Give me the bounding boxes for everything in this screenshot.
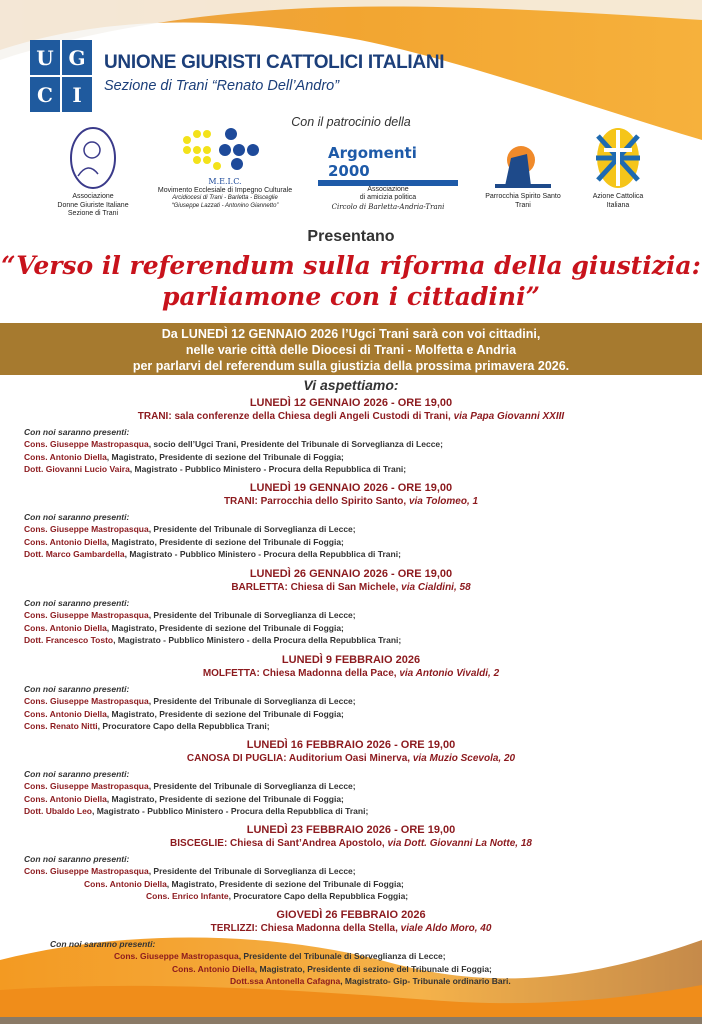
presenter-role: , Presidente del Tribunale di Sorveglianza di Lecce; <box>148 610 356 620</box>
presenter-role: , Presidente del Tribunale di Sorveglianza di Lecce; <box>148 866 356 876</box>
event-item <box>0 823 702 903</box>
church-logo-icon <box>491 142 555 190</box>
presenter <box>0 975 702 988</box>
ugci-logo <box>30 40 92 112</box>
band-line: per parlarvi del referendum sulla giustizia della prossima primavera 2026. <box>132 359 570 373</box>
presenter <box>0 890 702 903</box>
place-address: via Papa Giovanni XXIII <box>453 411 565 422</box>
place-name: TRANI: Parrocchia dello Spirito Santo, <box>223 496 407 507</box>
presenter <box>0 523 702 536</box>
event-item <box>0 481 702 561</box>
org-name: UNIONE GIURISTI CATTOLICI ITALIANI <box>104 52 445 73</box>
event-item <box>0 567 702 647</box>
presenter-role: , Procuratore Capo della Repubblica Foggia; <box>228 891 409 901</box>
sponsor-azione-cattolica <box>578 126 658 210</box>
presenter <box>0 780 702 793</box>
event-date: LUNEDÌ 23 FEBBRAIO 2026 - ORE 19,00 <box>246 824 456 836</box>
presenter <box>0 963 702 976</box>
sponsor-line: Sezione di Trani <box>67 210 119 218</box>
place-address: via Tolomeo, 1 <box>408 496 479 507</box>
presenter-role: , Magistrato, Presidente di sezione del Tribunale di Foggia; <box>106 536 344 547</box>
presenter-role: , Magistrato, Presidente di sezione del Tribunale di Foggia; <box>166 878 404 889</box>
presenter-role: , socio dell’Ugci Trani, Presidente del Tribunale di Sorveglianza di Lecce; <box>148 439 443 449</box>
place-name: BARLETTA: Chiesa di San Michele, <box>231 582 399 593</box>
presenter <box>0 950 702 963</box>
presenter-role: , Magistrato, Presidente di sezione del Tribunale di Foggia; <box>106 451 344 462</box>
presenter-role: , Magistrato, Presidente di sezione del Tribunale di Foggia; <box>106 793 344 804</box>
presenter <box>0 708 702 721</box>
presenter-name: Cons. Giuseppe Mastropasqua <box>24 781 149 791</box>
event-place <box>0 667 702 681</box>
presenter-role: , Magistrato - Pubblico Ministero - Procura della Repubblica di Trani; <box>124 549 401 559</box>
presenter-name: Cons. Antonio Diella <box>24 793 107 804</box>
place-name: MOLFETTA: Chiesa Madonna della Pace, <box>202 668 397 679</box>
presenter <box>0 463 702 476</box>
presenter-name: Dott. Francesco Tosto <box>24 635 114 645</box>
logo-letter: G <box>62 40 92 75</box>
presenter-role: , Magistrato - Pubblico Ministero - Procura della Repubblica di Trani; <box>129 464 407 474</box>
sponsor-line: Circolo di Barletta-Andria-Trani <box>331 202 445 211</box>
sponsor-adgi <box>48 126 138 219</box>
presenter-name: Cons. Enrico Infante <box>146 891 229 901</box>
sponsor-line: di amicizia politica <box>359 194 417 202</box>
place-address: via Cialdini, 58 <box>401 582 471 593</box>
logo-letter: U <box>30 40 60 75</box>
presenter <box>0 805 702 818</box>
announcement-band <box>0 323 702 375</box>
event-date: LUNEDÌ 26 GENNAIO 2026 - ORE 19,00 <box>249 568 453 580</box>
presenter-role: , Magistrato, Presidente di sezione del Tribunale di Foggia; <box>106 708 344 719</box>
presenter <box>0 634 702 647</box>
presenter <box>0 536 702 549</box>
presenter-name: Cons. Giuseppe Mastropasqua <box>114 951 239 961</box>
event-date: LUNEDÌ 12 GENNAIO 2026 - ORE 19,00 <box>249 397 453 409</box>
presenter <box>0 609 702 622</box>
presenter-role: , Presidente del Tribunale di Sorveglianza di Lecce; <box>148 781 356 791</box>
presenters-intro: Con noi saranno presenti: <box>50 939 156 949</box>
presenters-intro: Con noi saranno presenti: <box>24 854 130 864</box>
sponsor-line: Movimento Ecclesiale di Impegno Culturale <box>157 186 293 194</box>
presenter <box>0 438 702 451</box>
place-address: via Antonio Vivaldi, 2 <box>399 668 500 679</box>
presenter-name: Cons. Antonio Diella <box>24 536 107 547</box>
presenter-role: , Magistrato - Pubblico Ministero - della Procura della Repubblica Trani; <box>113 635 402 645</box>
azione-cattolica-logo-icon <box>596 126 640 190</box>
presenter-role: , Procuratore Capo della Repubblica Trani; <box>97 721 270 731</box>
presenters-intro: Con noi saranno presenti: <box>24 598 130 608</box>
presenter-role: , Presidente del Tribunale di Sorveglianza di Lecce; <box>238 951 446 961</box>
sponsor-line: Italiana <box>606 201 630 209</box>
presenter-name: Cons. Antonio Diella <box>24 708 107 719</box>
presenter-role: , Presidente del Tribunale di Sorveglianza di Lecce; <box>148 524 356 534</box>
place-name: BISCEGLIE: Chiesa di Sant’Andrea Apostolo, <box>170 838 385 849</box>
presenter-name: Dott. Giovanni Lucio Vaira <box>24 464 130 474</box>
place-name: TERLIZZI: Chiesa Madonna della Stella, <box>210 923 398 934</box>
event-date: GIOVEDÌ 26 FEBBRAIO 2026 <box>276 909 426 921</box>
title-line: “Verso il referendum sulla riforma della giustizia: <box>1 251 701 280</box>
sponsor-line: Arcidiocesi di Trani - Barletta - Bisceglie <box>172 195 278 202</box>
title-line: parliamone con i cittadini” <box>162 282 540 311</box>
event-date: LUNEDÌ 19 GENNAIO 2026 - ORE 19,00 <box>249 482 453 494</box>
event-place <box>0 495 702 509</box>
sponsor-line: “Giuseppe Lazzati - Antonino Giannetto” <box>171 202 279 209</box>
sponsor-logo-text: M.E.I.C. <box>208 177 242 187</box>
presenters-intro: Con noi saranno presenti: <box>24 684 130 694</box>
logo-letter: C <box>30 77 60 112</box>
event-item <box>0 908 702 988</box>
sponsor-line: Associazione <box>72 193 114 201</box>
presentano-label: Presentano <box>307 228 395 245</box>
presenter-role: , Magistrato- Gip- Tribunale ordinario Bari. <box>340 976 511 986</box>
band-line: Da LUNEDÌ 12 GENNAIO 2026 l’Ugci Trani sarà con voi cittadini, <box>161 327 541 341</box>
adgi-logo-icon <box>68 126 118 190</box>
sponsor-line: Parrocchia Spirito Santo <box>485 193 561 201</box>
presenter-name: Cons. Giuseppe Mastropasqua <box>24 439 149 449</box>
event-item <box>0 653 702 733</box>
sponsor-line: Trani <box>515 201 531 209</box>
presenter-role: , Magistrato, Presidente di sezione del Tribunale di Foggia; <box>254 963 492 974</box>
sponsor-parrocchia <box>478 142 568 210</box>
sponsor-meic <box>150 126 300 210</box>
presenters-intro: Con noi saranno presenti: <box>24 769 130 779</box>
presenter-name: Cons. Renato Nitti <box>24 721 98 731</box>
sponsor-line: Azione Cattolica <box>592 193 644 201</box>
event-title <box>0 250 702 312</box>
sponsor-line: Donne Giuriste Italiane <box>57 201 129 209</box>
invite-label: Vi aspettiamo: <box>303 377 399 393</box>
event-place <box>0 837 702 851</box>
event-date: LUNEDÌ 16 FEBBRAIO 2026 - ORE 19,00 <box>246 739 456 751</box>
event-place <box>0 922 702 936</box>
presenters-intro: Con noi saranno presenti: <box>24 427 130 437</box>
presenter-name: Dott.ssa Antonella Cafagna <box>230 976 341 986</box>
event-place <box>0 752 702 766</box>
presenter-name: Cons. Antonio Diella <box>24 622 107 633</box>
presenter <box>0 793 702 806</box>
presenter <box>0 865 702 878</box>
section-name: Sezione di Trani “Renato Dell’Andro” <box>104 78 340 94</box>
presenter-role: , Magistrato - Pubblico Ministero - Procura della Repubblica di Trani; <box>92 806 369 816</box>
logo-letter: I <box>62 77 92 112</box>
sponsor-argomenti <box>318 144 458 211</box>
place-name: CANOSA DI PUGLIA: Auditorium Oasi Minerva, <box>186 753 411 764</box>
place-name: TRANI: sala conferenze della Chiesa degli Angeli Custodi di Trani, <box>137 411 451 422</box>
presenter-name: Dott. Ubaldo Leo <box>24 806 92 816</box>
event-date: LUNEDÌ 9 FEBBRAIO 2026 <box>281 654 421 666</box>
meic-logo-icon <box>175 126 275 174</box>
presenter <box>0 720 702 733</box>
presenter-role: , Presidente del Tribunale di Sorveglianza di Lecce; <box>148 696 356 706</box>
sponsor-logo-text: Argomenti 2000 <box>318 144 458 186</box>
presenter <box>0 695 702 708</box>
presenter-name: Cons. Antonio Diella <box>172 963 255 974</box>
presenter <box>0 878 702 891</box>
band-line: nelle varie città delle Diocesi di Trani - Molfetta e Andria <box>185 343 517 357</box>
presenter-name: Dott. Marco Gambardella <box>24 549 125 559</box>
place-address: via Muzio Scevola, 20 <box>412 753 516 764</box>
presenter-role: , Magistrato, Presidente di sezione del Tribunale di Foggia; <box>106 622 344 633</box>
presenter-name: Cons. Giuseppe Mastropasqua <box>24 696 149 706</box>
event-place <box>0 581 702 595</box>
event-item <box>0 396 702 476</box>
presenter-name: Cons. Giuseppe Mastropasqua <box>24 524 149 534</box>
presenter <box>0 451 702 464</box>
place-address: via Dott. Giovanni La Notte, 18 <box>387 838 532 849</box>
place-address: viale Aldo Moro, 40 <box>400 923 492 934</box>
presenter-name: Cons. Antonio Diella <box>84 878 167 889</box>
presenter-name: Cons. Giuseppe Mastropasqua <box>24 866 149 876</box>
event-place <box>0 410 702 424</box>
presenter-name: Cons. Antonio Diella <box>24 451 107 462</box>
presenters-intro: Con noi saranno presenti: <box>24 512 130 522</box>
presenter <box>0 622 702 635</box>
patronage-label: Con il patrocinio della <box>291 115 411 129</box>
presenter <box>0 548 702 561</box>
event-item <box>0 738 702 818</box>
presenter-name: Cons. Giuseppe Mastropasqua <box>24 610 149 620</box>
sponsor-line: Associazione <box>367 186 409 193</box>
